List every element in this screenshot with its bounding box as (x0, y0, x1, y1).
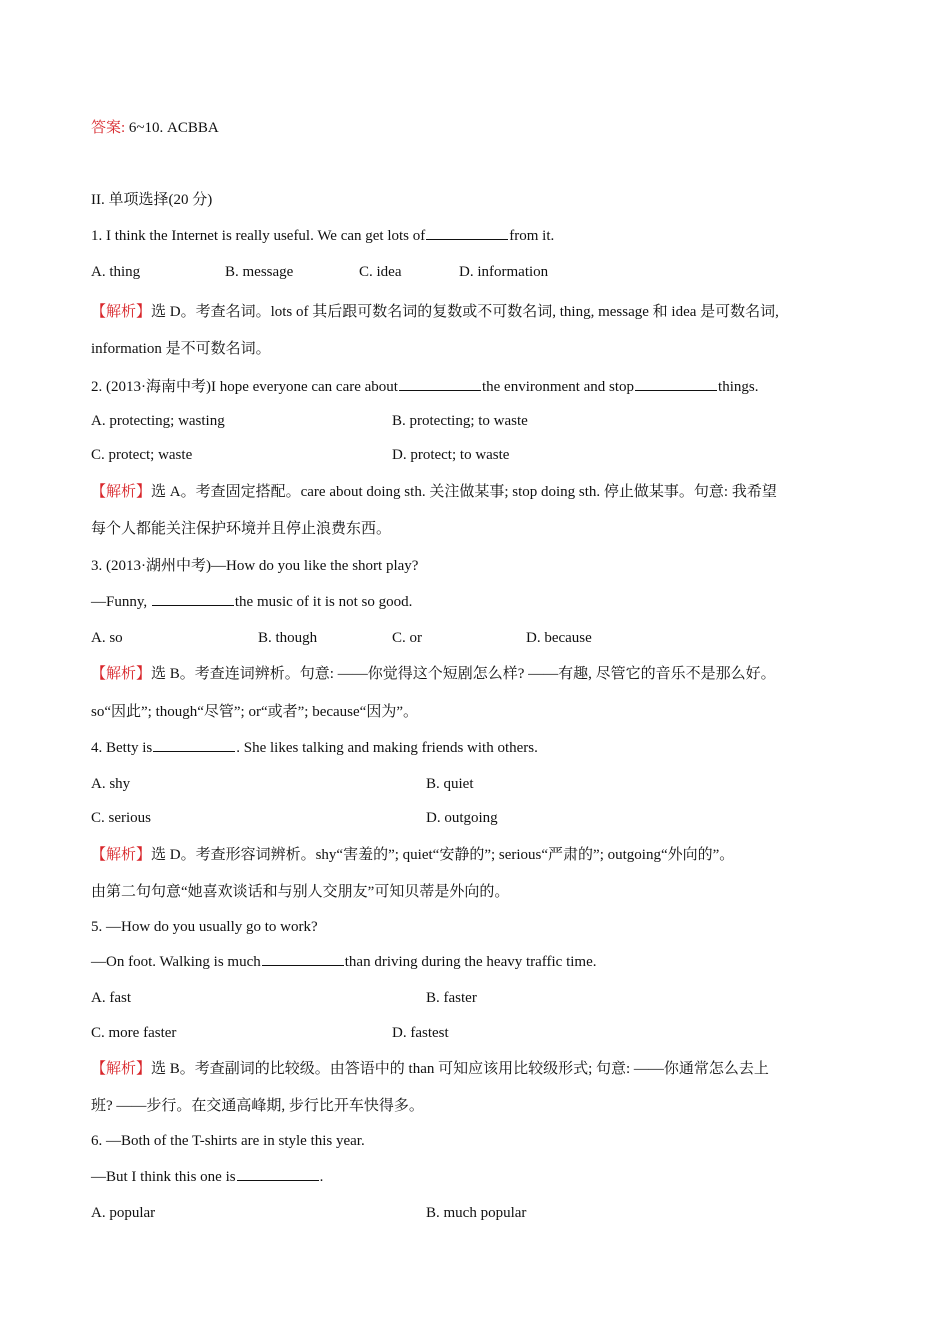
q2-analysis-line2: 每个人都能关注保护环境并且停止浪费东西。 (91, 521, 392, 537)
q3-text-before: —Funny, (91, 594, 151, 610)
question-1 (91, 225, 554, 246)
q4-option-a: A. shy (91, 776, 131, 792)
q3-option-d: D. because (526, 630, 592, 646)
q5-option-a: A. fast (91, 990, 131, 1006)
analysis-label: 【解析】 (91, 484, 152, 500)
section-title: II. 单项选择(20 分) (91, 192, 213, 208)
q1-option-c: C. idea (359, 264, 402, 280)
q4-option-b: B. quiet (426, 776, 474, 792)
q1-analysis-text: 选 D。考查名词。lots of 其后跟可数名词的复数或不可数名词, thing, message 和 idea 是可数名词, (151, 304, 779, 320)
q6-option-b: B. much popular (426, 1205, 527, 1221)
q2-blank-2 (635, 376, 717, 391)
q2-option-b: B. protecting; to waste (392, 413, 528, 429)
analysis-label: 【解析】 (91, 847, 152, 863)
q4-option-c: C. serious (91, 810, 151, 826)
q3-option-c: C. or (392, 630, 422, 646)
q3-blank (152, 591, 234, 606)
question-4 (91, 737, 538, 758)
q1-option-d: D. information (459, 264, 549, 280)
q6-text-after: . (319, 1169, 324, 1185)
q5-blank (262, 951, 344, 966)
q5-analysis-line2: 班? ——步行。在交通高峰期, 步行比开车快得多。 (91, 1098, 424, 1114)
q2-text-part3: things. (718, 379, 759, 395)
question-6: 6. —Both of the T-shirts are in style this year. (91, 1133, 365, 1149)
q3-option-b: B. though (258, 630, 318, 646)
q6-option-a: A. popular (91, 1205, 156, 1221)
q4-analysis-line1 (91, 845, 734, 865)
q1-text-before: 1. I think the Internet is really useful. We can get lots of (91, 228, 426, 244)
q6-answer-line (91, 1166, 323, 1187)
q4-text-after: . She likes talking and making friends with others. (236, 740, 538, 756)
q4-blank (153, 737, 235, 752)
q5-option-c: C. more faster (91, 1025, 177, 1041)
q2-blank-1 (399, 376, 481, 391)
q2-option-d: D. protect; to waste (392, 447, 510, 463)
answer-text: 6~10. ACBBA (125, 120, 219, 136)
q3-analysis-line1 (91, 664, 776, 684)
q2-option-a: A. protecting; wasting (91, 413, 225, 429)
q3-text-after: the music of it is not so good. (234, 594, 413, 610)
q6-text-before: —But I think this one is (91, 1169, 236, 1185)
q5-text-after: than driving during the heavy traffic time. (344, 954, 597, 970)
question-2 (91, 376, 758, 397)
q5-text-before: —On foot. Walking is much (91, 954, 261, 970)
answer-line (91, 118, 219, 138)
q3-analysis-text: 选 B。考查连词辨析。句意: ——你觉得这个短剧怎么样? ——有趣, 尽管它的音乐不是那么好。 (151, 666, 776, 682)
q1-analysis-line2: information 是不可数名词。 (91, 341, 271, 357)
q4-analysis-line2: 由第二句句意“她喜欢谈话和与别人交朋友”可知贝蒂是外向的。 (91, 884, 510, 900)
q2-analysis-text: 选 A。考查固定搭配。care about doing sth. 关注做某事; stop doing sth. 停止做某事。句意: 我希望 (151, 484, 777, 500)
q5-answer-line (91, 951, 597, 972)
q5-analysis-text: 选 B。考查副词的比较级。由答语中的 than 可知应该用比较级形式; 句意: ——你通常怎么去上 (151, 1061, 769, 1077)
q2-text-part1: 2. (2013·海南中考)I hope everyone can care about (91, 379, 398, 395)
q3-option-a: A. so (91, 630, 123, 646)
q1-text-after: from it. (509, 228, 555, 244)
q5-analysis-line1 (91, 1059, 769, 1079)
answer-label: 答案: (91, 120, 126, 136)
q6-blank (237, 1166, 319, 1181)
q1-option-b: B. message (225, 264, 294, 280)
q2-option-c: C. protect; waste (91, 447, 193, 463)
q4-option-d: D. outgoing (426, 810, 498, 826)
q1-analysis-line1 (91, 302, 779, 322)
question-3: 3. (2013·湖州中考)—How do you like the short play? (91, 558, 419, 574)
analysis-label: 【解析】 (91, 1061, 152, 1077)
q5-option-b: B. faster (426, 990, 477, 1006)
analysis-label: 【解析】 (91, 304, 152, 320)
q4-analysis-text: 选 D。考查形容词辨析。shy“害羞的”; quiet“安静的”; serious“严肃的”; outgoing“外向的”。 (151, 847, 735, 863)
question-5: 5. —How do you usually go to work? (91, 919, 318, 935)
q1-blank (426, 225, 508, 240)
q2-text-part2: the environment and stop (481, 379, 635, 395)
analysis-label: 【解析】 (91, 666, 152, 682)
q1-option-a: A. thing (91, 264, 141, 280)
q4-text-before: 4. Betty is (91, 740, 153, 756)
q3-analysis-line2: so“因此”; though“尽管”; or“或者”; because“因为”。 (91, 704, 418, 720)
q5-option-d: D. fastest (392, 1025, 449, 1041)
q3-answer-line (91, 591, 412, 612)
q2-analysis-line1 (91, 482, 777, 502)
